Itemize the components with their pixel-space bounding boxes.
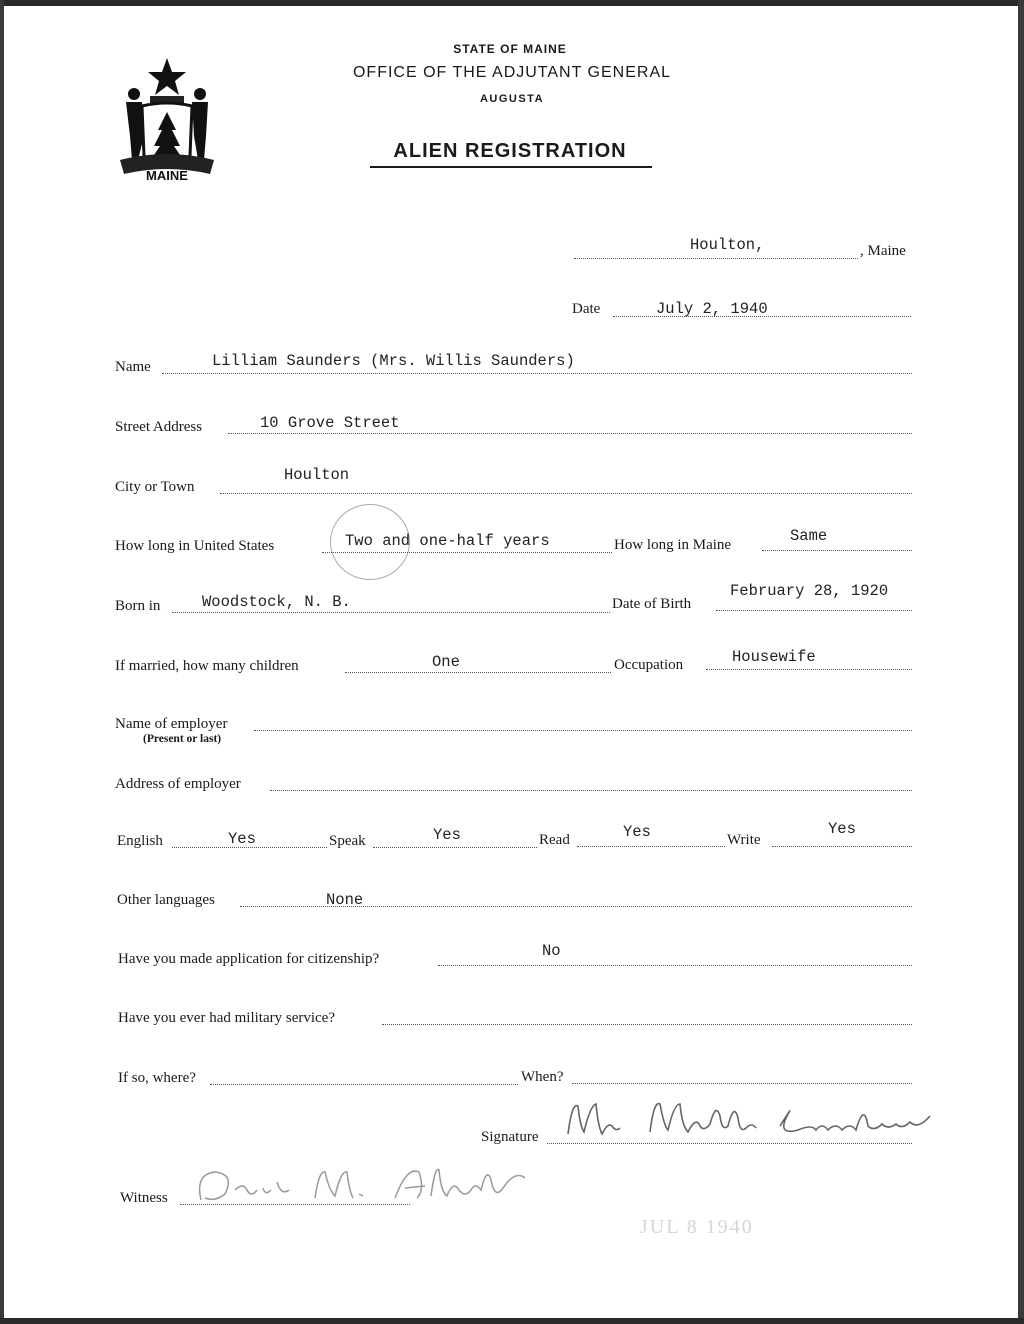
witness-signature-image <box>185 1160 545 1210</box>
military-label: Have you ever had military service? <box>118 1010 335 1026</box>
us-duration-value: Two and one-half years <box>345 532 550 550</box>
scan-border-top <box>0 0 1024 6</box>
where-line <box>210 1084 518 1085</box>
received-stamp: JUL 8 1940 <box>640 1216 754 1238</box>
children-line <box>345 672 611 673</box>
citizenship-label: Have you made application for citizenship? <box>118 951 380 967</box>
signature-label: Signature <box>481 1129 539 1145</box>
english-label: English <box>117 833 163 849</box>
name-label: Name <box>115 359 151 375</box>
speak-value: Yes <box>433 826 461 844</box>
city-line <box>220 493 912 494</box>
employer-line <box>254 730 912 731</box>
city-label: City or Town <box>115 479 195 495</box>
witness-label: Witness <box>120 1190 168 1206</box>
maine-duration-label: How long in Maine <box>614 537 732 553</box>
name-value: Lilliam Saunders (Mrs. Willis Saunders) <box>212 352 575 370</box>
write-label: Write <box>727 832 761 848</box>
form-title: ALIEN REGISTRATION <box>393 140 627 162</box>
write-value: Yes <box>828 820 856 838</box>
citizenship-line <box>438 965 912 966</box>
maine-duration-value: Same <box>790 527 828 545</box>
header-city: AUGUSTA <box>479 93 545 105</box>
maine-duration-line <box>762 550 912 551</box>
occupation-line <box>706 669 912 670</box>
name-line <box>162 373 912 374</box>
street-line <box>228 433 912 434</box>
date-value: July 2, 1940 <box>656 300 768 318</box>
employer-address-line <box>270 790 912 791</box>
military-line <box>382 1024 912 1025</box>
born-label: Born in <box>115 598 161 614</box>
born-value: Woodstock, N. B. <box>202 593 351 611</box>
when-label: When? <box>521 1069 564 1085</box>
employer-sublabel: (Present or last) <box>143 733 222 745</box>
city-value: Houlton <box>284 466 350 484</box>
occupation-label: Occupation <box>614 657 684 673</box>
english-value: Yes <box>228 830 256 848</box>
employer-label: Name of employer <box>115 716 228 732</box>
other-languages-label: Other languages <box>117 892 215 908</box>
seal-label: MAINE <box>146 168 188 183</box>
where-label: If so, where? <box>118 1070 196 1086</box>
write-line <box>772 846 912 847</box>
street-value: 10 Grove Street <box>260 414 400 432</box>
signature-image <box>550 1096 950 1146</box>
scan-border-right <box>1018 0 1024 1324</box>
occupation-value: Housewife <box>732 648 816 666</box>
dob-value: February 28, 1920 <box>730 582 889 600</box>
read-label: Read <box>539 832 570 848</box>
children-value: One <box>432 653 460 671</box>
date-label: Date <box>572 301 601 317</box>
other-languages-value: None <box>326 891 364 909</box>
scan-border-bottom <box>0 1318 1024 1324</box>
read-line <box>577 846 725 847</box>
citizenship-value: No <box>542 942 561 960</box>
us-duration-label: How long in United States <box>115 538 275 554</box>
street-label: Street Address <box>115 419 203 435</box>
when-line <box>572 1083 912 1084</box>
title-underline <box>370 166 652 168</box>
town-value: Houlton, <box>690 236 765 254</box>
dob-label: Date of Birth <box>612 596 692 612</box>
header-state: STATE OF MAINE <box>453 42 567 56</box>
us-duration-line <box>322 552 612 553</box>
employer-address-label: Address of employer <box>115 776 241 792</box>
dob-line <box>716 610 912 611</box>
born-line <box>172 612 610 613</box>
speak-line <box>373 847 537 848</box>
state-suffix: , Maine <box>860 243 906 259</box>
children-label: If married, how many children <box>115 658 299 674</box>
speak-label: Speak <box>329 833 366 849</box>
read-value: Yes <box>623 823 651 841</box>
town-line <box>574 258 858 259</box>
header-office: OFFICE OF THE ADJUTANT GENERAL <box>352 64 672 81</box>
scan-border-left <box>0 0 4 1324</box>
